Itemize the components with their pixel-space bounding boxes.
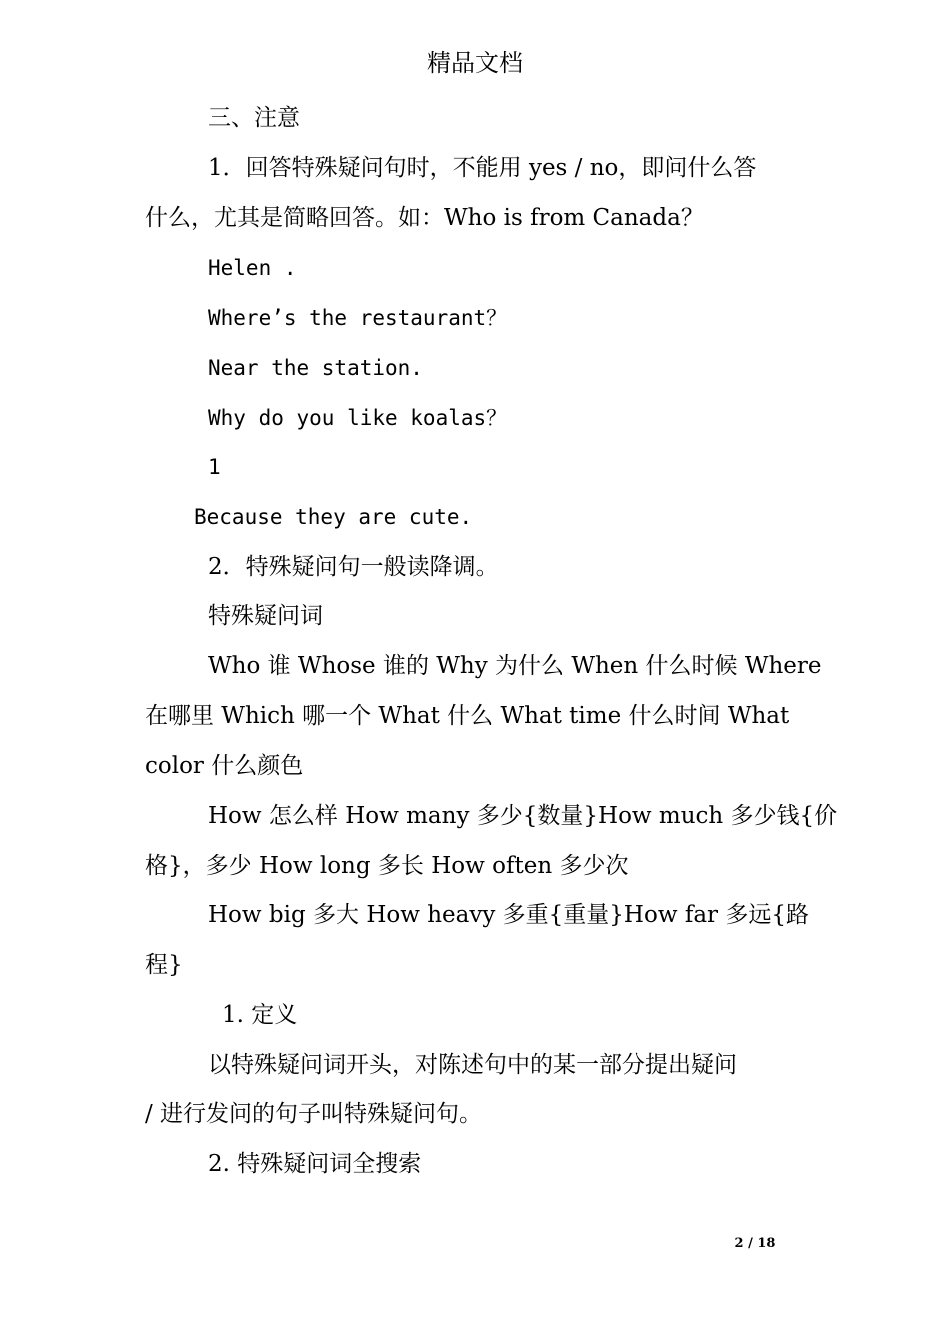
page-indicator: 2 / 18 [734,1236,776,1251]
definition-text-line: 以特殊疑问词开头，对陈述句中的某一部分提出疑问 [208,1052,737,1078]
definition-text-line: / 进行发问的句子叫特殊疑问句。 [145,1101,483,1127]
example-line: 1 [208,455,221,479]
example-line: Why do you like koalas？ [208,406,508,430]
words-paragraph1-line: Who 谁 Whose 谁的 Why 为什么 When 什么时候 Where [208,653,822,679]
words-paragraph3-line: 程} [145,952,183,978]
search-heading: 2. 特殊疑问词全搜索 [208,1151,422,1177]
point1-line2: 什么，尤其是简略回答。如：Who is from Canada？ [145,205,704,231]
page-header-title: 精品文档 [427,49,523,77]
words-paragraph2-line: 格}，多少 How long 多长 How often 多少次 [145,853,629,879]
example-line: Because they are cute. [194,505,473,529]
example-line: Helen . [208,256,297,280]
words-paragraph1-line: 在哪里 Which 哪一个 What 什么 What time 什么时间 What [145,703,790,729]
words-heading: 特殊疑问词 [208,603,323,629]
section-title: 三、注意 [208,105,300,131]
words-paragraph1-line: color 什么颜色 [145,753,304,779]
point1-line1: 1．回答特殊疑问句时，不能用 yes / no，即问什么答 [208,155,757,181]
words-paragraph2-line: How 怎么样 How many 多少{数量}How much 多少钱{价 [208,803,838,829]
definition-heading: 1. 定义 [222,1002,298,1028]
example-line: Near the station. [208,356,423,380]
example-line: Where’s the restaurant？ [208,306,508,330]
words-paragraph3-line: How big 多大 How heavy 多重{重量}How far 多远{路 [208,902,809,928]
point2: 2．特殊疑问句一般读降调。 [208,554,499,580]
